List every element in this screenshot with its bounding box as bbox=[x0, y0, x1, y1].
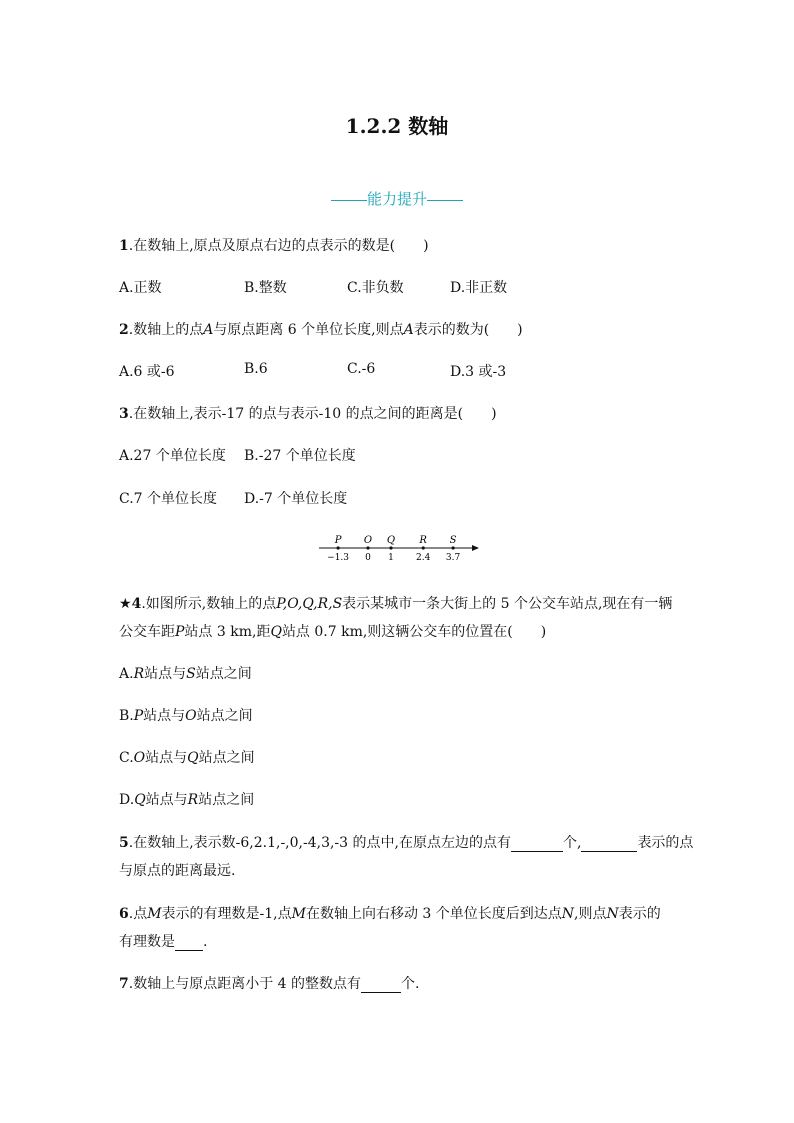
question-text: 表示的数为( ) bbox=[413, 322, 523, 338]
point-label: O bbox=[363, 535, 373, 546]
variable: N bbox=[561, 906, 575, 922]
answer-blank[interactable] bbox=[361, 978, 401, 993]
page-title: 1.2.2 数轴 bbox=[345, 114, 449, 138]
option-text: 站点之间 bbox=[198, 750, 255, 766]
variable: Q bbox=[270, 624, 282, 640]
option-text: 站点与 bbox=[145, 792, 188, 808]
variable: S bbox=[186, 666, 196, 682]
q3-option-a: A.27 个单位长度 bbox=[119, 448, 226, 464]
q2-option-c: C.-6 bbox=[347, 361, 376, 377]
variable: A bbox=[403, 322, 414, 338]
section-rule-right bbox=[427, 200, 463, 201]
question-3 bbox=[119, 403, 497, 423]
option-text: 站点与 bbox=[143, 708, 186, 724]
number-line-point bbox=[337, 546, 340, 549]
question-text: .点 bbox=[128, 906, 148, 922]
tick-label: 0 bbox=[365, 553, 371, 563]
q3-option-c: C.7 个单位长度 bbox=[119, 491, 218, 507]
option-text: 站点与 bbox=[145, 750, 188, 766]
question-number: 4 bbox=[131, 596, 142, 612]
option-text: 站点之间 bbox=[198, 792, 255, 808]
question-text: 公交车距 bbox=[119, 624, 175, 640]
variable: P bbox=[175, 624, 185, 640]
question-text: 站点 0.7 km,则这辆公交车的位置在( ) bbox=[281, 624, 547, 640]
q3-option-d: D.-7 个单位长度 bbox=[244, 491, 348, 507]
q1-option-c: C.非负数 bbox=[347, 280, 404, 296]
point-label: S bbox=[449, 535, 457, 546]
question-number: 6 bbox=[119, 906, 129, 922]
variable: M bbox=[291, 906, 306, 922]
question-text: .在数轴上,表示-17 的点与表示-10 的点之间的距离是( ) bbox=[128, 406, 497, 422]
q2-option-b: B.6 bbox=[244, 361, 268, 377]
q1-option-b: B.整数 bbox=[244, 280, 287, 296]
question-4 bbox=[119, 593, 672, 613]
question-text: 表示某城市一条大街上的 5 个公交车站点,现在有一辆 bbox=[342, 596, 673, 612]
option-prefix: C. bbox=[119, 750, 134, 766]
question-text: . bbox=[203, 934, 208, 950]
question-6-line-2 bbox=[119, 931, 207, 951]
number-line-figure bbox=[316, 530, 482, 564]
variable: O bbox=[185, 708, 197, 724]
option-prefix: D. bbox=[119, 792, 135, 808]
variable: R bbox=[133, 666, 145, 682]
number-line-point bbox=[452, 546, 455, 549]
question-text: .在数轴上,表示数-6,2.1,-,0,-4,3,-3 的点中,在原点左边的点有 bbox=[128, 835, 511, 851]
variable: P,O,Q,R,S bbox=[276, 596, 343, 612]
question-text: 在数轴上向右移动 3 个单位长度后到达点 bbox=[305, 906, 562, 922]
question-text: .如图所示,数轴上的点 bbox=[141, 596, 277, 612]
tick-label: 3.7 bbox=[445, 553, 461, 563]
variable: Q bbox=[187, 750, 199, 766]
section-title: 能力提升 bbox=[366, 190, 427, 208]
question-text: .数轴上与原点距离小于 4 的整数点有 bbox=[128, 976, 362, 992]
question-text: 个. bbox=[401, 976, 420, 992]
q3-option-b: B.-27 个单位长度 bbox=[244, 448, 356, 464]
point-label: R bbox=[419, 535, 427, 546]
point-label: P bbox=[334, 535, 342, 546]
q2-option-d: D.3 或-3 bbox=[450, 364, 507, 380]
question-6 bbox=[119, 903, 661, 923]
q1-option-d: D.非正数 bbox=[450, 280, 508, 296]
point-label: Q bbox=[386, 535, 396, 546]
section-rule-left bbox=[331, 200, 367, 201]
option-text: 站点与 bbox=[144, 666, 187, 682]
variable: O bbox=[133, 750, 146, 766]
option-prefix: B. bbox=[119, 708, 134, 724]
question-text: 有理数是 bbox=[119, 934, 175, 950]
question-text: .数轴上的点 bbox=[128, 322, 204, 338]
question-text: 与原点距离 6 个单位长度,则点 bbox=[213, 322, 404, 338]
variable: Q bbox=[134, 792, 146, 808]
tick-label: 2.4 bbox=[416, 553, 431, 563]
q4-option-a bbox=[119, 663, 252, 683]
question-number: 5 bbox=[119, 835, 129, 851]
answer-blank[interactable] bbox=[511, 837, 563, 852]
variable: P bbox=[133, 708, 144, 724]
question-number: 3 bbox=[119, 406, 129, 422]
number-line-point bbox=[389, 546, 392, 549]
question-1 bbox=[119, 235, 429, 255]
q4-option-d bbox=[119, 789, 254, 809]
question-4-line-2 bbox=[119, 621, 546, 641]
variable: M bbox=[147, 906, 162, 922]
variable: N bbox=[606, 906, 619, 922]
q4-option-b bbox=[119, 705, 253, 725]
question-text: 表示的点 bbox=[637, 835, 694, 851]
question-text: 个, bbox=[562, 835, 582, 851]
question-text: 站点 3 km,距 bbox=[184, 624, 271, 640]
option-text: 站点之间 bbox=[195, 666, 252, 682]
question-2 bbox=[119, 319, 523, 339]
answer-blank[interactable] bbox=[581, 837, 637, 852]
number-line-point bbox=[422, 546, 425, 549]
question-text: ,则点 bbox=[574, 906, 607, 922]
question-number: 2 bbox=[119, 322, 129, 338]
question-5 bbox=[119, 832, 693, 852]
q2-option-a: A.6 或-6 bbox=[119, 364, 175, 380]
question-text: 表示的有理数是-1,点 bbox=[161, 906, 292, 922]
answer-blank[interactable] bbox=[175, 936, 203, 951]
tick-label: 1 bbox=[388, 553, 394, 563]
number-line-point bbox=[366, 546, 369, 549]
question-text: 表示的 bbox=[618, 906, 661, 922]
q1-option-a: A.正数 bbox=[119, 280, 162, 296]
question-text: .在数轴上,原点及原点右边的点表示的数是( ) bbox=[128, 238, 429, 254]
option-prefix: A. bbox=[119, 666, 134, 682]
star-icon: ★ bbox=[119, 596, 132, 612]
q4-option-c bbox=[119, 747, 255, 767]
variable: A bbox=[203, 322, 214, 338]
question-5-line-2: 与原点的距离最远. bbox=[119, 863, 236, 879]
section-heading bbox=[0, 188, 794, 209]
question-number: 7 bbox=[119, 976, 129, 992]
question-number: 1 bbox=[119, 238, 129, 254]
tick-label: −1.3 bbox=[327, 553, 350, 563]
question-7 bbox=[119, 973, 419, 993]
option-text: 站点之间 bbox=[196, 708, 253, 724]
arrow-icon bbox=[472, 545, 479, 551]
variable: R bbox=[187, 792, 199, 808]
